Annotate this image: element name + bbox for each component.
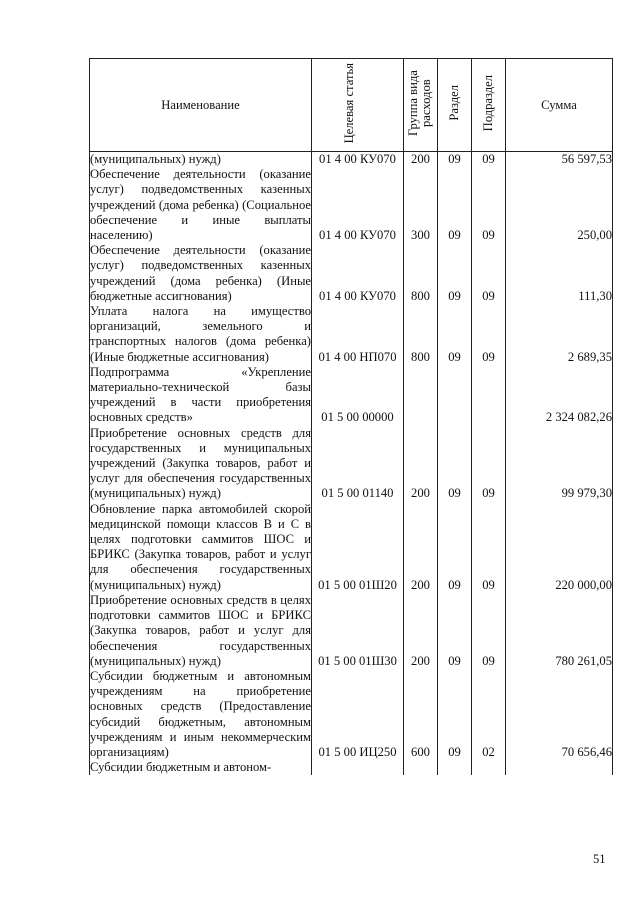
row-name: Субсидии бюджетным и автономным учреждениям на приобретение основных средств (Предоставление субсидий бюджетным, автономным учреждениям и иным некоммерческим организациям) (90, 668, 311, 759)
row-subsection: 09 (472, 502, 506, 593)
row-sum: 56 597,53 (506, 152, 613, 168)
row-name: Обновление парка автомобилей скорой медицинской помощи классов В и С в целях подготовки саммитов ШОС и БРИКС (Закупка товаров, работ и услуг для обеспечения государственных (муниципальных) нужд) (90, 501, 311, 592)
row-article: 01 4 00 НП070 (312, 304, 404, 365)
row-section: 09 (438, 426, 472, 502)
header-sum: Сумма (506, 59, 613, 152)
row-section: 09 (438, 167, 472, 243)
row-section: 09 (438, 152, 472, 168)
table-row (90, 426, 613, 502)
page-number: 51 (593, 852, 606, 866)
row-name: Уплата налога на имущество организаций, земельного и транспортных налогов (дома ребенка) (Иные бюджетные ассигнования) (90, 304, 311, 364)
row-group: 200 (404, 502, 438, 593)
row-sum: 2 689,35 (506, 304, 613, 365)
row-sum: 111,30 (506, 243, 613, 304)
row-name: Обеспечение деятельности (оказание услуг) подведомственных казенных учреждений (дома ребенка) (Социальное обеспечение и иные выплаты населению) (90, 167, 311, 243)
table-row (90, 304, 613, 365)
row-subsection: 02 (472, 669, 506, 760)
row-name: Подпрограмма «Укрепление материально-технической базы учреждений в части приобретения основных средств» (90, 364, 311, 425)
row-subsection: 09 (472, 167, 506, 243)
table-row (90, 243, 613, 304)
row-sum: 99 979,30 (506, 426, 613, 502)
row-subsection: 09 (472, 426, 506, 502)
row-article: 01 4 00 КУ070 (312, 243, 404, 304)
row-section: 09 (438, 669, 472, 760)
row-name: Обеспечение деятельности (оказание услуг) подведомственных казенных учреждений (дома ребенка) (Иные бюджетные ассигнования) (90, 243, 311, 303)
row-subsection: 09 (472, 593, 506, 669)
row-sum: 780 261,05 (506, 593, 613, 669)
row-group (404, 760, 438, 775)
row-sum: 220 000,00 (506, 502, 613, 593)
header-article: Целевая статья (312, 59, 404, 152)
row-group: 200 (404, 152, 438, 168)
header-group: Группа вида расходов (404, 59, 438, 152)
row-section: 09 (438, 243, 472, 304)
row-subsection: 09 (472, 304, 506, 365)
row-group: 200 (404, 426, 438, 502)
table-row (90, 152, 613, 168)
row-sum (506, 760, 613, 775)
table-row (90, 760, 613, 775)
row-name: (муниципальных) нужд) (90, 152, 312, 168)
table-row (90, 669, 613, 760)
row-article: 01 4 00 КУ070 (312, 152, 404, 168)
table-row (90, 502, 613, 593)
header-row (90, 59, 613, 152)
row-name: Субсидии бюджетным и автоном- (90, 760, 312, 775)
row-section: 09 (438, 304, 472, 365)
row-group: 300 (404, 167, 438, 243)
row-subsection (472, 365, 506, 426)
row-section (438, 365, 472, 426)
row-article: 01 5 00 01Ш20 (312, 502, 404, 593)
row-group: 800 (404, 304, 438, 365)
row-sum: 70 656,46 (506, 669, 613, 760)
table-row (90, 365, 613, 426)
header-subsection: Подраздел (472, 59, 506, 152)
budget-table (89, 58, 613, 775)
row-article: 01 4 00 КУ070 (312, 167, 404, 243)
row-sum: 250,00 (506, 167, 613, 243)
row-article: 01 5 00 ИЦ250 (312, 669, 404, 760)
row-subsection: 09 (472, 243, 506, 304)
header-section: Раздел (438, 59, 472, 152)
row-group: 200 (404, 593, 438, 669)
table-row (90, 593, 613, 669)
row-section: 09 (438, 502, 472, 593)
table-row (90, 167, 613, 243)
row-name: Приобретение основных средств в целях подготовки саммитов ШОС и БРИКС (Закупка товаров, работ и услуг для обеспечения государственных (муниципальных) нужд) (90, 592, 311, 668)
row-article: 01 5 00 01140 (312, 426, 404, 502)
row-section (438, 760, 472, 775)
row-sum: 2 324 082,26 (506, 365, 613, 426)
row-article (312, 760, 404, 775)
row-article: 01 5 00 00000 (312, 365, 404, 426)
row-group: 600 (404, 669, 438, 760)
row-subsection: 09 (472, 152, 506, 168)
row-subsection (472, 760, 506, 775)
row-group: 800 (404, 243, 438, 304)
row-group (404, 365, 438, 426)
row-article: 01 5 00 01Ш30 (312, 593, 404, 669)
row-section: 09 (438, 593, 472, 669)
header-name: Наименование (90, 59, 312, 152)
row-name: Приобретение основных средств для государственных и муниципальных учреждений (Закупка товаров, работ и услуг для обеспечения государственных (муниципальных) нужд) (90, 425, 311, 501)
